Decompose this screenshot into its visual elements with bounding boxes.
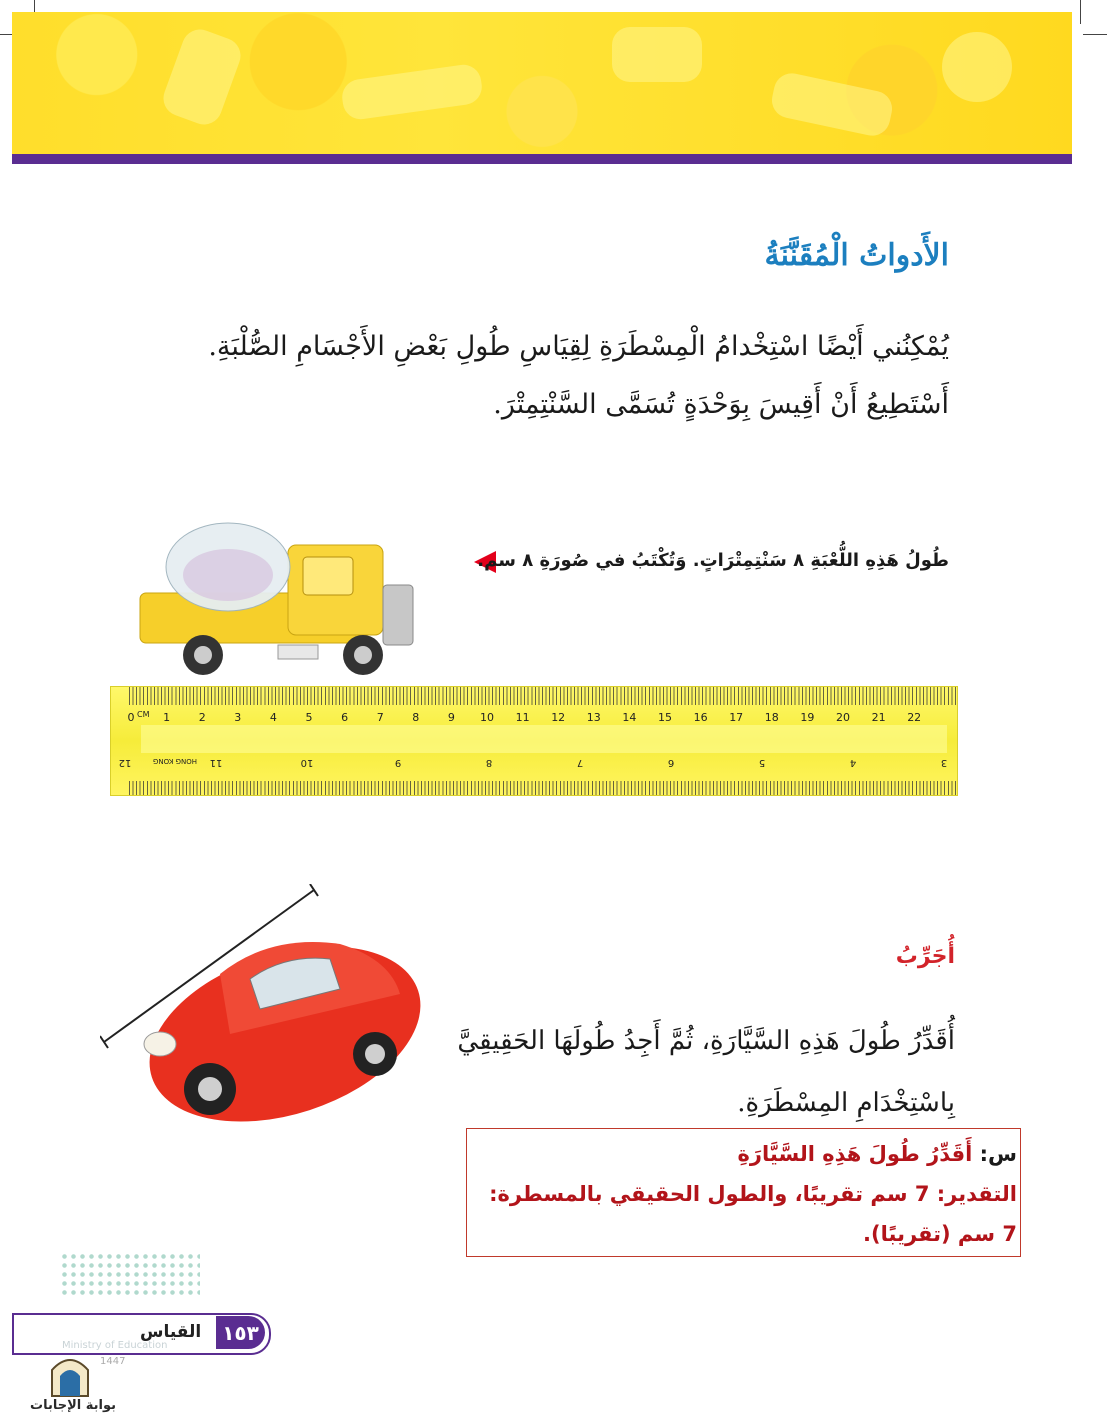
question-text: أَقَدِّرُ طُولَ هَذِهِ السَّيَّارَةِ	[737, 1142, 973, 1166]
ruler-number: 7	[576, 757, 584, 768]
try-it-paragraph	[435, 1010, 955, 1134]
ruler-number: 7	[376, 711, 384, 724]
ruler-number: 5	[758, 757, 766, 768]
ruler-ticks	[129, 781, 957, 795]
crop-mark	[1080, 0, 1081, 24]
ruler-number: 15	[658, 711, 672, 724]
ruler-unit-label: CM	[137, 710, 150, 719]
toy-caption: طُولُ هَذِهِ اللُّعْبَةِ ٨ سَنْتِمِتْرَاتٍ. وَتُكْتَبُ في صُورَةِ ٨ سم.	[477, 550, 949, 571]
ruler-number: 14	[622, 711, 637, 724]
ruler-number: 16	[693, 711, 708, 724]
ruler-number: 21	[871, 711, 886, 724]
ruler-number: 12	[118, 757, 132, 768]
ruler-number: 11	[515, 711, 530, 724]
red-car-image	[100, 884, 430, 1144]
ruler-number: 3	[234, 711, 242, 724]
ruler-number: 8	[412, 711, 420, 724]
ruler-number: 6	[667, 757, 675, 768]
ruler-number: 6	[341, 711, 349, 724]
lesson-title: الأَدواتُ الْمُقَنَّنَةُ	[764, 238, 949, 273]
ruler-brand: HONG KONG	[153, 757, 198, 765]
crop-mark	[1083, 34, 1107, 35]
ruler-number: 10	[300, 757, 314, 768]
ruler-number: 3	[940, 757, 948, 768]
ruler-number: 10	[480, 711, 494, 724]
ruler-number: 18	[764, 711, 779, 724]
ruler-number: 22	[907, 711, 922, 724]
answer-estimate: التقدير: 7 سم تقريبًا، والطول الحقيقي بالمسطرة: 7 سم (تقريبًا).	[489, 1182, 1017, 1246]
ruler-number: 5	[305, 711, 313, 724]
intro-line: يُمْكِنُني أَيْضًا اسْتِخْدامُ الْمِسْطَرَةِ لِقِيَاسِ طُولِ بَعْضِ الأَجْسَامِ الصُّلْبَةِ.	[208, 331, 949, 362]
header-banner	[12, 12, 1072, 154]
answer-text	[472, 1134, 1017, 1254]
ruler-number: 8	[485, 757, 493, 768]
ruler-number: 1	[163, 711, 171, 724]
ruler-image	[110, 686, 958, 796]
portal-logo-icon	[48, 1352, 92, 1398]
ruler-number: 4	[269, 711, 277, 724]
ruler-number: 4	[849, 757, 857, 768]
year-label: 1447	[100, 1356, 126, 1367]
ruler-number: 9	[447, 711, 455, 724]
banner-stripe	[12, 154, 1072, 164]
ministry-logo-icon	[60, 1252, 200, 1296]
ruler-number: 20	[836, 711, 850, 724]
ruler-inner-band	[141, 725, 947, 753]
ruler-number: 0	[127, 711, 135, 724]
intro-paragraph	[189, 318, 949, 434]
toy-truck-image	[128, 515, 428, 680]
portal-name: بوابة الإجابات	[30, 1398, 116, 1413]
ruler-number: 2	[198, 711, 206, 724]
try-it-heading: أُجَرِّبُ	[895, 944, 955, 969]
ruler-number: 9	[394, 757, 402, 768]
answer-question	[472, 1134, 1017, 1174]
ruler-number: 11	[209, 757, 223, 768]
ministry-name-en: Ministry of Education	[62, 1340, 168, 1351]
ruler-number: 12	[551, 711, 566, 724]
intro-line: أَسْتَطِيعُ أَنْ أَقِيسَ بِوَحْدَةٍ تُسَمَّى السَّنْتِمِتْرَ.	[493, 389, 949, 420]
try-it-line: بِاسْتِخْدَامِ المِسْطَرَةِ.	[737, 1088, 955, 1118]
ruler-ticks	[129, 687, 957, 705]
chapter-name: القياس	[140, 1322, 202, 1342]
question-prefix: س:	[979, 1142, 1017, 1166]
page-number: ١٥٣	[216, 1316, 265, 1349]
ruler-number: 17	[729, 711, 744, 724]
ruler-number: 13	[586, 711, 601, 724]
ruler-number: 19	[800, 711, 815, 724]
try-it-line: أُقَدِّرُ طُولَ هَذِهِ السَّيَّارَةِ، ثُمَّ أَجِدُ طُولَهَا الحَقِيقِيَّ	[457, 1026, 955, 1056]
